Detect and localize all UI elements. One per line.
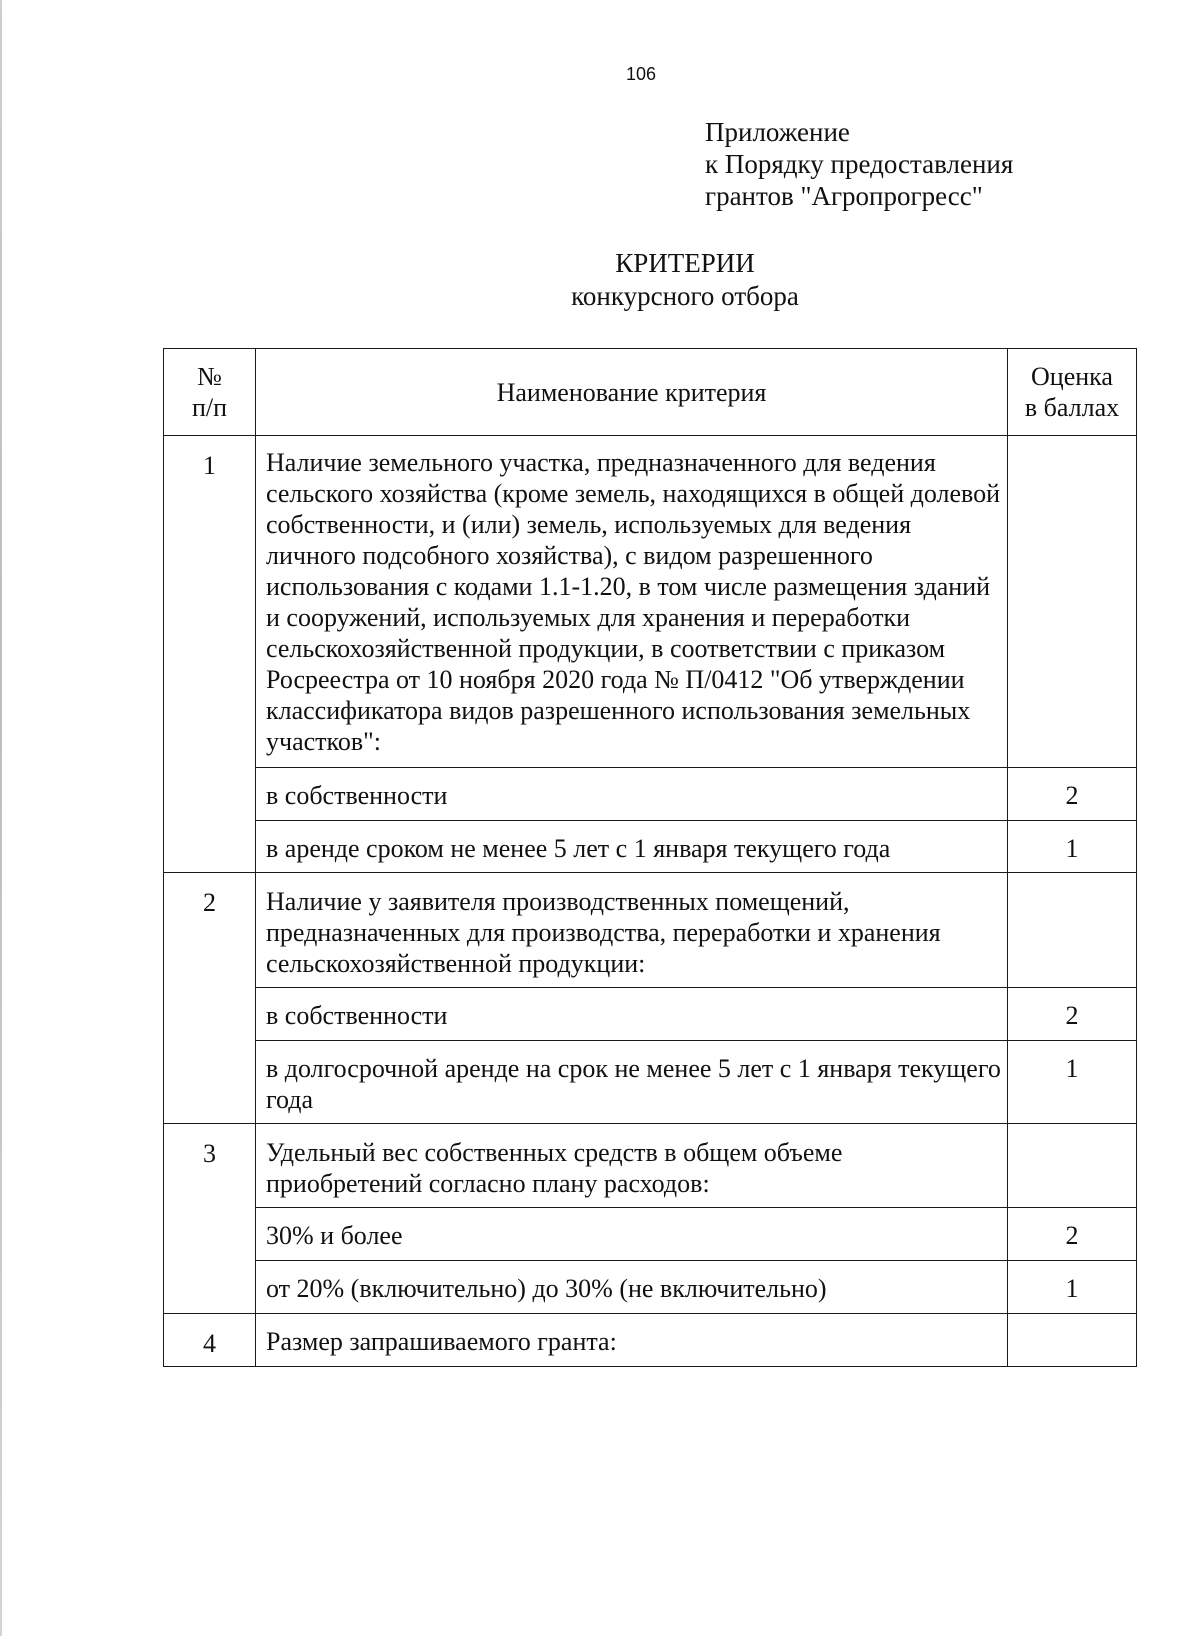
header-num (164, 349, 256, 436)
option-score: 1 (1008, 821, 1137, 873)
document-title (0, 247, 1200, 313)
table-row (164, 821, 1137, 873)
title-main: КРИТЕРИИ (615, 248, 755, 278)
table-header-row (164, 349, 1137, 436)
option-score: 1 (1008, 1261, 1137, 1314)
criterion-name: Размер запрашиваемого гранта: (256, 1314, 1008, 1367)
page-number: 106 (626, 64, 657, 84)
option-score: 2 (1008, 988, 1137, 1041)
option-score: 1 (1008, 1041, 1137, 1124)
criterion-name: Наличие у заявителя производственных помещений, предназначенных для производства, переработки и хранения сельскохозяйственной продукции: (256, 873, 1008, 988)
option-name: от 20% (включительно) до 30% (не включительно) (256, 1261, 1008, 1314)
scan-edge (0, 0, 2, 1636)
table-row (164, 1041, 1137, 1124)
option-score: 2 (1008, 768, 1137, 821)
appendix-note (705, 116, 1013, 212)
option-name: в аренде сроком не менее 5 лет с 1 января текущего года (256, 821, 1008, 873)
header-num-line-1: № (197, 362, 222, 391)
table-row (164, 988, 1137, 1041)
criterion-name: Удельный вес собственных средств в общем объеме приобретений согласно плану расходов: (256, 1124, 1008, 1208)
table-row (164, 1314, 1137, 1367)
appendix-line-2: к Порядку предоставления (705, 149, 1014, 179)
table-row (164, 1208, 1137, 1261)
criteria-table (163, 348, 1137, 1367)
criterion-score (1008, 436, 1137, 768)
option-name: в собственности (256, 768, 1008, 821)
header-num-line-2: п/п (191, 393, 228, 422)
header-score-line-2: в баллах (1024, 393, 1120, 422)
table-row (164, 436, 1137, 768)
option-score: 2 (1008, 1208, 1137, 1261)
criterion-number: 1 (164, 436, 256, 873)
criterion-score (1008, 1124, 1137, 1208)
criterion-number: 3 (164, 1124, 256, 1314)
criterion-score (1008, 873, 1137, 988)
table-row (164, 873, 1137, 988)
title-sub: конкурсного отбора (571, 281, 799, 311)
option-name: в собственности (256, 988, 1008, 1041)
appendix-line-3: грантов "Агропрогресс" (705, 181, 983, 211)
header-score-line-1: Оценка (1031, 362, 1113, 391)
header-score (1008, 349, 1137, 436)
appendix-line-1: Приложение (705, 117, 850, 147)
table-row (164, 768, 1137, 821)
criterion-number: 2 (164, 873, 256, 1124)
criterion-number: 4 (164, 1314, 256, 1367)
table-row (164, 1124, 1137, 1208)
header-name: Наименование критерия (256, 349, 1008, 436)
option-name: в долгосрочной аренде на срок не менее 5 лет с 1 января текущего года (256, 1041, 1008, 1124)
criterion-name: Наличие земельного участка, предназначенного для ведения сельского хозяйства (кроме земель, находящихся в общей долевой собственности, и (или) земель, используемых для ведения личного подсобного хозяйства), с видом разрешенного использования с кодами 1.1-1.20, в том числе размещения зданий и сооружений, используемых для хранения и переработки сельскохозяйственной продукции, в соответствии с приказом Росреестра от 10 ноября 2020 года № П/0412 "Об утверждении классификатора видов разрешенного использования земельных участков": (256, 436, 1008, 768)
criterion-score (1008, 1314, 1137, 1367)
table-row (164, 1261, 1137, 1314)
option-name: 30% и более (256, 1208, 1008, 1261)
